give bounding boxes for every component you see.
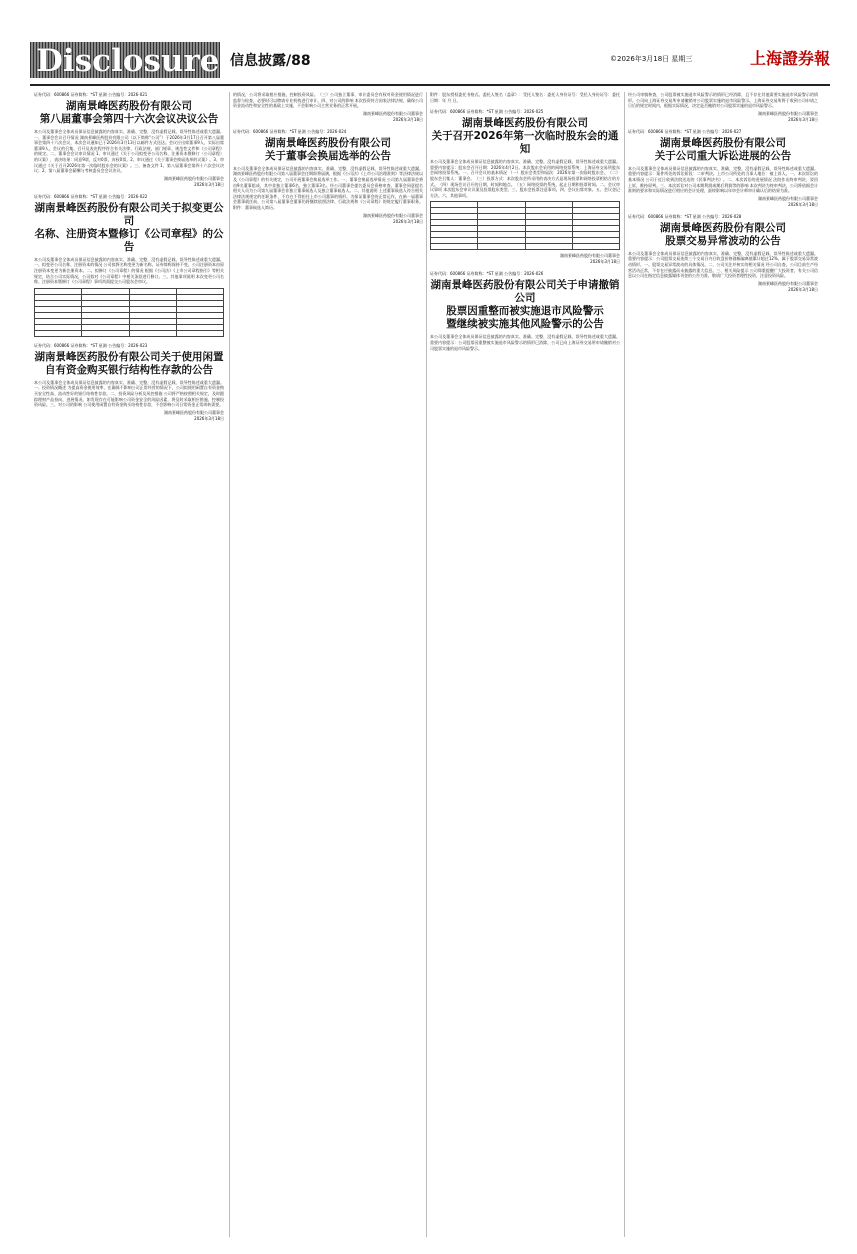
article-body: 本公司及董事会全体成员保证信息披露的内容真实、准确、完整，没有虚假记载、误导性陈述或重大遗漏。一、拟变更公司名称、注册资本的情况 公司拟将名称变更为新名称，证券简称保持不变。公司注册资本由原注册资本变更为新注册资本。二、拟修订《公司章程》的情况 根据《公司法》《上市公司章程指引》等相关规定，结合公司实际情况，公司拟对《公司章程》中相关条款进行修订。三、其他事项说明 本次变更公司名称、注册资本暨修订《公司章程》事项尚需提交公司股东会审议。 (34, 256, 224, 285)
article-table (34, 288, 224, 337)
article (34, 194, 224, 337)
header-rule (30, 84, 830, 86)
article-code: 证券代码：600866 证券简称：*ST 星湖 公告编号：2026-024 (233, 128, 347, 134)
article-title: 湖南景峰医药股份有限公司关于拟变更公司 名称、注册资本暨修订《公司章程》的公告 (34, 201, 224, 253)
newspaper-logo: 上海證券報 (750, 49, 831, 68)
article (430, 109, 620, 265)
article (628, 129, 818, 208)
article-code: 证券代码：600866 证券简称：*ST 星湖 公告编号：2026-026 (430, 271, 544, 277)
section-title: 信息披露/88 (230, 53, 311, 69)
column-divider (426, 92, 427, 1237)
article (34, 343, 224, 422)
article (34, 92, 224, 188)
article-code: 证券代码：600866 证券简称：*ST 星湖 公告编号：2026-021 (34, 92, 148, 97)
article-code: 证券代码：600866 证券简称：*ST 星湖 公告编号：2026-025 (430, 109, 544, 115)
article (430, 92, 620, 103)
article-body: 本公司及董事会全体成员保证信息披露的内容真实、准确、完整，没有虚假记载、误导性陈述或重大遗漏。湖南景峰医药股份有限公司第八届董事会任期即将届满，根据《公司法》《上市公司治理准则》等法律法规以及《公司章程》的有关规定，公司开展董事会换届选举工作。一、董事会换届选举情况 公司第九届董事会将由9名董事组成，其中非独立董事6名，独立董事3名。经公司董事会提名委员会资格审查，董事会同意提名相关人员为公司第九届董事会非独立董事候选人及独立董事候选人。二、其他说明 上述董事候选人符合相关法律法规规定的任职条件，不存在不得担任上市公司董事的情形。为保证董事会的正常运作，在新一届董事会董事就任前，公司第八届董事会董事仍将继续依照法律、行政法规和《公司章程》的规定履行董事职务。附件：董事候选人简历。 (233, 165, 423, 210)
article-code: 证券代码：600866 证券简称：*ST 星湖 公告编号：2026-027 (628, 128, 742, 134)
article-title: 湖南景峰医药股份有限公司 关于公司重大诉讼进展的公告 (654, 136, 792, 162)
article-table (430, 201, 620, 250)
column-divider (624, 92, 625, 1237)
article-title: 湖南景峰医药股份有限公司 第八届董事会第四十六次会议决议公告 (39, 100, 219, 125)
column-3 (430, 92, 620, 1237)
brand-text: Disclosure (36, 43, 220, 79)
article (628, 92, 818, 123)
article (233, 92, 423, 123)
table-cell (129, 330, 176, 336)
table-cell (176, 330, 223, 336)
article-title: 湖南景峰医药股份有限公司 股票交易异常波动的公告 (660, 221, 786, 247)
page-header (30, 42, 830, 82)
article-code: 证券代码：600866 证券简称：*ST 星湖 公告编号：2026-022 (34, 193, 148, 199)
article-signature: 湖南景峰医药股份有限公司董事会 2026年3月18日 (363, 212, 423, 224)
table-cell (431, 244, 478, 250)
article-title: 湖南景峰医药股份有限公司关于使用闲置 自有资金购买银行结构性存款的公告 (34, 350, 224, 376)
table-cell (82, 330, 129, 336)
article-body: 本公司及董事会全体成员保证信息披露的内容真实、准确、完整，没有虚假记载、误导性陈述或重大遗漏。重要内容提示：案件所处的诉讼阶段：二审判决。上市公司所处的当事人地位：被上诉人。一、本次诉讼的基本情况 公司于近日收到法院送达的《民事判决书》。二、本次诉讼的进展情况 法院作出终审判决，驳回上诉，维持原判。三、本次诉讼对公司本期利润或期后利润等的影响 本次判决为终审判决，公司将依据会计准则的要求和实际情况进行相应的会计处理，最终影响以年审会计师审计确认后的结果为准。 (628, 165, 818, 194)
article (628, 214, 818, 293)
article-signature: 湖南景峰医药股份有限公司董事会 2026年3月18日 (758, 110, 818, 122)
column-1 (34, 92, 224, 1237)
article-signature: 湖南景峰医药股份有限公司董事会 2026年3月18日 (363, 110, 423, 122)
article-title: 湖南景峰医药股份有限公司关于申请撤销公司 股票因重整而被实施退市风险警示 暨继续被实施其他风险警示的公告 (430, 279, 620, 331)
article-title: 湖南景峰医药股份有限公司 关于董事会换届选举的公告 (265, 136, 391, 162)
column-2 (233, 92, 423, 1237)
table-cell (478, 244, 525, 250)
article-body: 经公司审慎核查，公司股票被实施退市风险警示的情形已经消除，且不存在其他需要实施退市风险警示的情形。公司向上海证券交易所申请撤销对公司股票实施的退市风险警示。上海证券交易所将于收到公司申请之日后的规定时间内，根据实际情况，决定是否撤销对公司股票实施的退市风险警示。 (628, 92, 818, 109)
article-title: 湖南景峰医药股份有限公司 关于召开2026年第一次临时股东会的通知 (431, 117, 619, 156)
article-body: 本公司及董事会全体成员保证信息披露的内容真实、准确、完整，没有虚假记载、误导性陈述或重大遗漏。重要内容提示：股东会召开日期：2026年4月2日。本次股东会采用的网络投票系统：上海证券交易所股东会网络投票系统。一、召开会议的基本情况 （一）股东会类型和届次：2026年第一次临时股东会。（二）股东会召集人：董事会。（三）投票方式：本次股东会所采用的表决方式是现场投票和网络投票相结合的方式。（四）现场会议召开的日期、时间和地点。（五）网络投票的系统、起止日期和投票时间。二、会议审议事项 本次股东会审议议案及投票股东类型。三、股东会投票注意事项。四、会议出席对象。五、会议登记方法。六、其他事项。 (430, 159, 620, 198)
article-body: 本公司及董事会全体成员保证信息披露的内容真实、准确、完整，没有虚假记载、误导性陈述或重大遗漏。重要内容提示：公司股票交易连续三个交易日内日收盘价格涨幅偏离值累计超过12%，属于股票交易异常波动情形。一、股票交易异常波动的具体情况。二、公司关注并核实的相关情况 经公司自查，公司目前生产经营活动正常，不存在应披露而未披露的重大信息。三、相关风险提示 公司郑重提醒广大投资者，有关公司信息以公司在指定信息披露媒体刊登的公告为准，敬请广大投资者理性投资，注意投资风险。 (628, 250, 818, 279)
article (233, 129, 423, 225)
article-signature: 湖南景峰医药股份有限公司董事会 2026年3月18日 (560, 253, 620, 265)
article-body: 本公司及董事会全体成员保证信息披露的内容真实、准确、完整，没有虚假记载、误导性陈述或重大遗漏。一、投资情况概述 为提高资金使用效率，在确保不影响公司正常经营的情况下，公司拟使用闲置自有资金购买安全性高、流动性好的银行结构性存款。二、投资风险分析及风控措施 公司将严格按照相关规定，及时跟踪理财产品投向、进展情况，如发现存在可能影响公司资金安全的风险因素，将及时采取相应措施，控制投资风险。三、对公司的影响 公司使用闲置自有资金购买结构性存款，不会影响公司日常资金正常周转需要。 (34, 379, 224, 408)
article-signature: 湖南景峰医药股份有限公司董事会 2026年3月18日 (758, 280, 818, 292)
issue-date: ©2026年3月18日 星期三 (610, 55, 693, 63)
article-signature: 湖南景峰医药股份有限公司董事会 2026年3月18日 (758, 195, 818, 207)
article-body: 本公司及董事会全体成员保证信息披露的内容真实、准确、完整，没有虚假记载、误导性陈述或重大遗漏。一、董事会会议召开情况 湖南景峰医药股份有限公司（以下简称“公司”）于2026年3月17日召开第八届董事会第四十六次会议，本次会议通知已于2026年3月13日以邮件方式送达。会议应出席董事9人，实际出席董事9人。会议的召集、召开及表决程序符合有关法律、行政法规、部门规章、规范性文件和《公司章程》的规定。二、董事会会议审议情况 1、审议通过《关于公司拟变更公司名称、注册资本暨修订〈公司章程〉的议案》，表决结果：同意9票，反对0票，弃权0票。2、审议通过《关于董事会换届选举的议案》。3、审议通过《关于召开2026年第一次临时股东会的议案》。三、备查文件 1、第八届董事会第四十六次会议决议；2、第八届董事会薪酬与考核委员会会议决议。 (34, 129, 224, 174)
article (430, 271, 620, 351)
table-cell (35, 330, 82, 336)
article-body: 附件：股东授权委托书格式。委托人签名（盖章）：受托人签名：委托人身份证号：受托人身份证号：委托日期：年 月 日。 (430, 92, 620, 103)
article-body: 本公司及董事会全体成员保证信息披露的内容真实、准确、完整，没有虚假记载、误导性陈述或重大遗漏。重要内容提示：公司股票因重整被实施退市风险警示的情形已消除，公司已向上海证券交易所申请撤销对公司股票实施的退市风险警示。 (430, 334, 620, 351)
disclosure-banner (30, 42, 220, 78)
column-4 (628, 92, 818, 1237)
article-code: 证券代码：600866 证券简称：*ST 星湖 公告编号：2026-028 (628, 213, 742, 219)
article-signature: 湖南景峰医药股份有限公司董事会 2026年3月18日 (164, 409, 224, 421)
table-cell (525, 244, 572, 250)
article-signature: 湖南景峰医药股份有限公司董事会 2026年3月18日 (164, 175, 224, 187)
article-code: 证券代码：600866 证券简称：*ST 星湖 公告编号：2026-023 (34, 342, 148, 348)
article-body: 的情况，公司将采取相应措施，控制投资风险。（三）公司独立董事、审计委员会有权对资金使用情况进行监督与检查，必要时可以聘请专业机构进行审计。四、对公司的影响 本次投资符合国家法律法规，确保公司资金流动性和安全性的基础上实施，不会影响公司主营业务的正常开展。 (233, 92, 423, 109)
column-divider (229, 92, 230, 1237)
table-cell (572, 244, 619, 250)
